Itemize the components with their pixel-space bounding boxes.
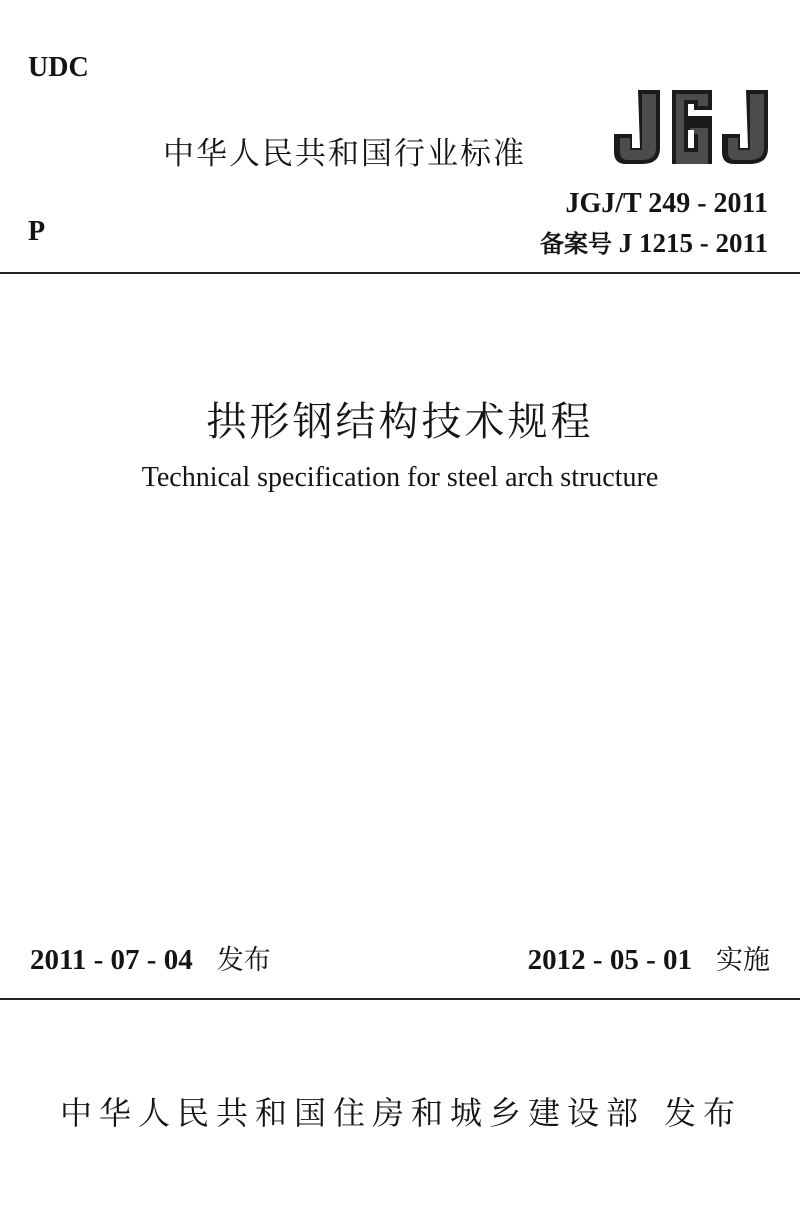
bottom-divider: [0, 998, 800, 1000]
implement-label: 实施: [716, 945, 770, 976]
jgj-logo: [612, 84, 770, 168]
issue-label: 发布: [216, 945, 271, 976]
logo-letter-g: [672, 90, 712, 168]
standard-type: 中华人民共和国行业标准: [163, 136, 526, 172]
logo-letter-j-right: [722, 90, 768, 164]
standard-number: JGJ/T 249 - 2011: [565, 188, 768, 219]
category-code: P: [28, 216, 46, 247]
implement-date-line: [528, 938, 770, 977]
publisher-name: 中华人民共和国住房和城乡建设部: [60, 1094, 646, 1132]
logo-letter-j-left: [614, 90, 660, 164]
publish-action: 发布: [664, 1094, 743, 1132]
udc-label: UDC: [28, 52, 89, 83]
issue-date: 2011 - 07 - 04: [30, 944, 193, 976]
record-number-line: [540, 224, 768, 259]
top-divider: [0, 272, 800, 274]
record-label: 备案号: [539, 230, 612, 258]
title-chinese: 拱形钢结构技术规程: [206, 399, 594, 445]
implement-date: 2012 - 05 - 01: [527, 944, 692, 976]
record-number: J 1215 - 2011: [618, 228, 768, 258]
issue-date-line: [30, 938, 271, 977]
title-english: Technical specification for steel arch structure: [141, 462, 659, 493]
